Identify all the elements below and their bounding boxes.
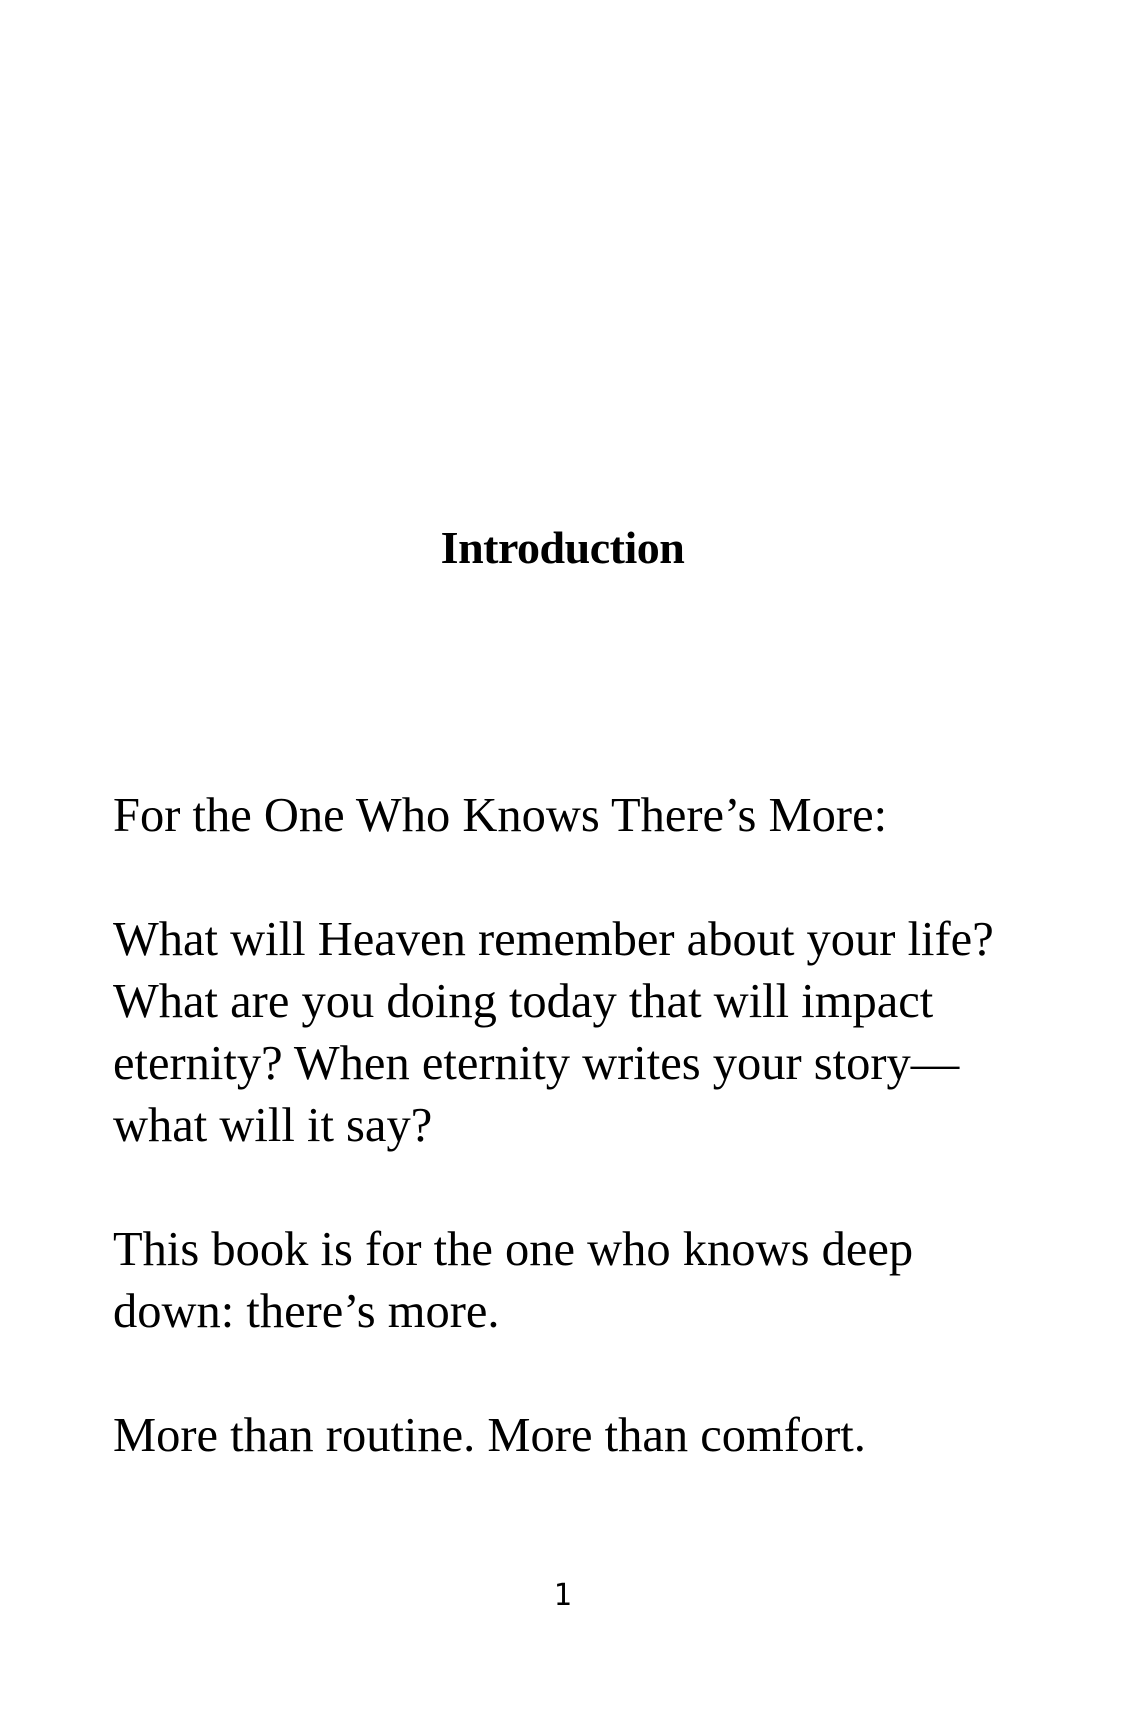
body-text (113, 785, 1013, 1467)
paragraph-audience: This book is for the one who knows deep down: there’s more. (113, 1223, 914, 1338)
paragraph-dedication: For the One Who Knows There’s More: (113, 789, 888, 842)
page-number: 1 (553, 1578, 572, 1613)
paragraph-more: More than routine. More than comfort. (113, 1409, 866, 1462)
paragraph-questions: What will Heaven remember about your life? What are you doing today that will impact eternity? When eternity writes your story—what will it say? (113, 913, 994, 1152)
chapter-title: Introduction (440, 522, 685, 573)
